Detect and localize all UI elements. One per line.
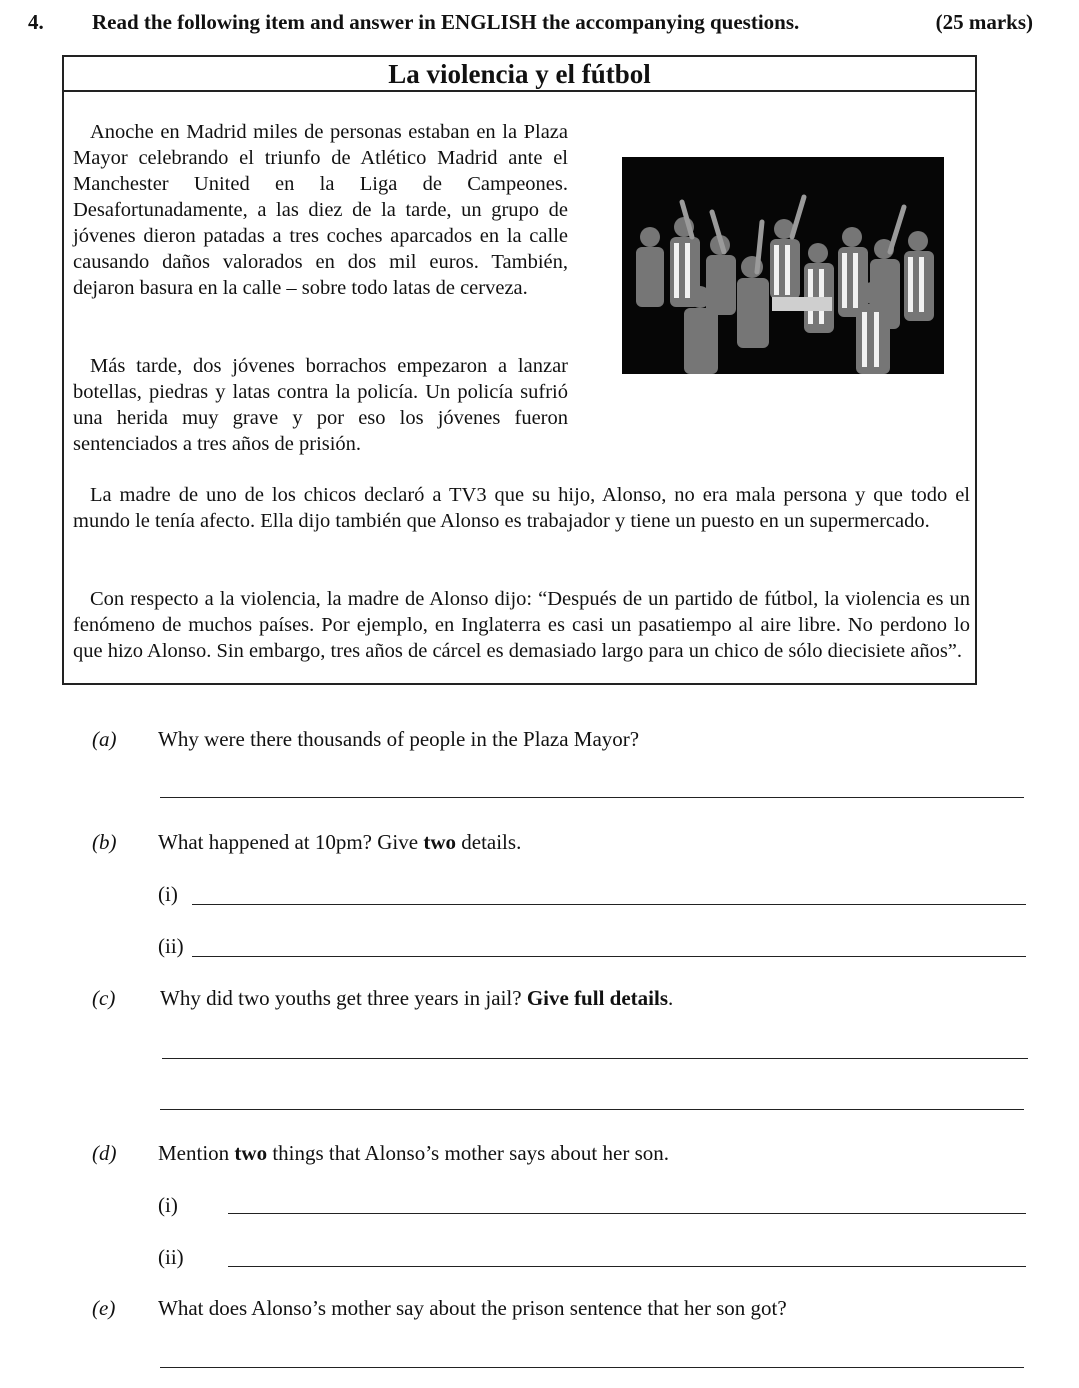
question-b-sub-i: (i) [158, 882, 178, 906]
celebration-photo [622, 157, 944, 374]
question-d-text: Mention two things that Alonso’s mother says about her son. [158, 1141, 669, 1165]
question-a-label: (a) [92, 727, 117, 751]
question-d-sub-i: (i) [158, 1193, 178, 1217]
answer-line-b-ii[interactable] [192, 956, 1026, 957]
question-c-text: Why did two youths get three years in jail? Give full details. [160, 986, 674, 1010]
answer-line-d-ii[interactable] [228, 1266, 1026, 1267]
question-b-text: What happened at 10pm? Give two details. [158, 830, 522, 854]
article-paragraph-3: La madre de uno de los chicos declaró a TV3 que su hijo, Alonso, no era mala persona y que todo el mundo le tenía afecto. Ella dijo también que Alonso es trabajador y tiene un puesto en un supermercado. [73, 484, 970, 532]
question-b-label: (b) [92, 830, 117, 854]
question-e-label: (e) [92, 1296, 116, 1320]
question-d-label: (d) [92, 1141, 117, 1165]
instruction: Read the following item and answer in ENGLISH the accompanying questions. [92, 10, 800, 34]
question-number: 4. [28, 10, 44, 34]
article-paragraph-2: Más tarde, dos jóvenes borrachos empezaron a lanzar botellas, piedras y latas contra la policía. Un policía sufrió una herida muy grave y por eso los jóvenes fueron sentenciados a tres años de prisión. [73, 355, 568, 455]
question-d-sub-ii: (ii) [158, 1245, 184, 1269]
question-c-label: (c) [92, 986, 116, 1010]
article-box [62, 55, 977, 685]
article-paragraph-1: Anoche en Madrid miles de personas estaban en la Plaza Mayor celebrando el triunfo de Atlético Madrid ante el Manchester United en la Liga de Campeones. Desafortunadamente, a las diez de la tarde, un grupo de jóvenes dieron patadas a tres coches aparcados en la calle causando daños valorados en dos mil euros. También, dejaron basura en la calle – sobre todo latas de cerveza. [73, 121, 568, 299]
answer-line-a[interactable] [160, 797, 1024, 798]
crowd-photo-illustration [622, 157, 944, 374]
article-title: La violencia y el fútbol [64, 57, 975, 92]
answer-line-c-1[interactable] [162, 1058, 1028, 1059]
answer-line-b-i[interactable] [192, 904, 1026, 905]
article-paragraph-4: Con respecto a la violencia, la madre de Alonso dijo: “Después de un partido de fútbol, la violencia es un fenómeno de muchos países. Por ejemplo, en Inglaterra es casi un pasatiempo al aire libre. No perdono lo que hizo Alonso. Sin embargo, tres años de cárcel es demasiado largo para un chico de sólo diecisiete años”. [73, 588, 970, 662]
answer-line-e[interactable] [160, 1367, 1024, 1368]
marks: (25 marks) [935, 10, 1033, 34]
question-e-text: What does Alonso’s mother say about the prison sentence that her son got? [158, 1296, 787, 1320]
answer-line-c-2[interactable] [160, 1109, 1024, 1110]
answer-line-d-i[interactable] [228, 1213, 1026, 1214]
question-b-sub-ii: (ii) [158, 934, 184, 958]
question-a-text: Why were there thousands of people in the Plaza Mayor? [158, 727, 640, 751]
